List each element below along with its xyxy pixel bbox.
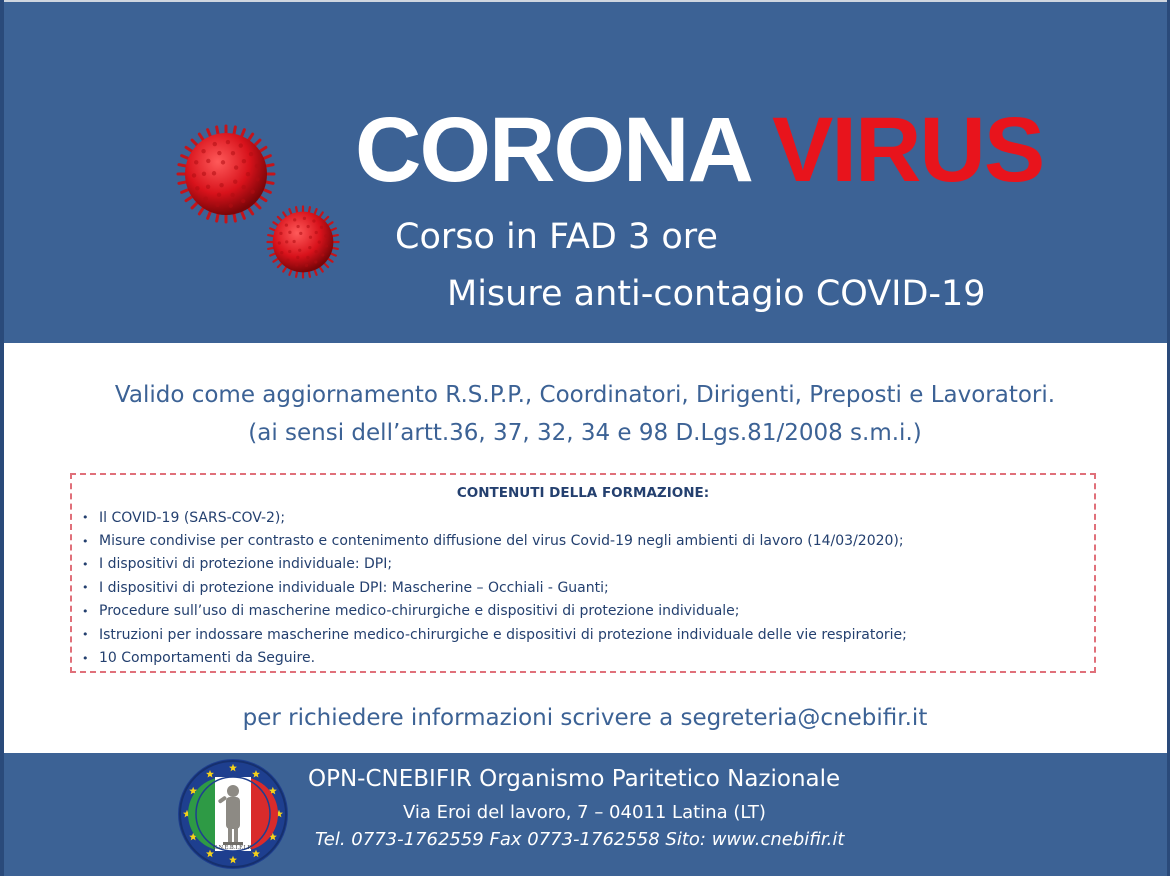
- course-duration: Corso in FAD 3 ore: [395, 217, 718, 257]
- organization-address: Via Eroi del lavoro, 7 – 04011 Latina (LT): [403, 802, 766, 823]
- list-item: [82, 576, 907, 599]
- bullet-icon: •: [82, 511, 89, 525]
- bullet-icon: •: [82, 651, 89, 665]
- list-item: [82, 623, 907, 646]
- list-item-text: 10 Comportamenti da Seguire.: [99, 650, 316, 667]
- validity-text: Valido come aggiornamento R.S.P.P., Coordinatori, Dirigenti, Preposti e Lavoratori.: [114, 382, 1056, 408]
- list-item-text: I dispositivi di protezione individuale DPI: Mascherine – Occhiali - Guanti;: [99, 579, 609, 596]
- list-item: [82, 600, 907, 623]
- list-item-text: Misure condivise per contrasto e contenimento diffusione del virus Covid-19 negli ambienti di lavoro (14/03/2020);: [99, 533, 904, 550]
- list-item-text: Istruzioni per indossare mascherine medico-chirurgiche e dispositivi di protezione individuale delle vie respiratorie;: [99, 626, 907, 643]
- list-item: [82, 529, 907, 552]
- course-topic: Misure anti-contagio COVID-19: [447, 274, 986, 314]
- logo-caption: C.N.E.B.I.F.I.R.: [213, 845, 253, 851]
- frame-left-edge: [0, 0, 4, 876]
- page-title: [355, 99, 1044, 201]
- list-item-text: Il COVID-19 (SARS-COV-2);: [99, 509, 286, 526]
- coronavirus-large-icon: [176, 124, 276, 224]
- cnebifir-logo: [177, 758, 289, 870]
- frame-top-edge: [0, 0, 1170, 2]
- bullet-icon: •: [82, 628, 89, 642]
- contact-phones: Tel. 0773-1762559 Fax 0773-1762558 Sito: www.cnebifir.it: [315, 829, 845, 850]
- list-item-text: Procedure sull’uso di mascherine medico-chirurgiche e dispositivi di protezione individuale;: [99, 603, 740, 620]
- contents-heading: CONTENUTI DELLA FORMAZIONE:: [456, 485, 710, 501]
- list-item-text: I dispositivi di protezione individuale: DPI;: [99, 556, 393, 573]
- list-item: [82, 506, 907, 529]
- title-word-virus: VIRUS: [772, 99, 1044, 201]
- coronavirus-small-icon: [266, 205, 340, 279]
- course-contents-box: [70, 473, 1096, 673]
- bullet-icon: •: [82, 557, 89, 571]
- title-word-corona: CORONA: [355, 99, 749, 201]
- bullet-icon: •: [82, 534, 89, 548]
- organization-name: OPN-CNEBIFIR Organismo Paritetico Nazionale: [308, 766, 841, 792]
- legal-reference: (ai sensi dell’artt.36, 37, 32, 34 e 98 D.Lgs.81/2008 s.m.i.): [248, 420, 922, 446]
- list-item: [82, 553, 907, 576]
- list-item: [82, 646, 907, 669]
- contact-info: per richiedere informazioni scrivere a segreteria@cnebifir.it: [242, 705, 928, 731]
- contents-list: [82, 506, 907, 670]
- bullet-icon: •: [82, 604, 89, 618]
- bullet-icon: •: [82, 581, 89, 595]
